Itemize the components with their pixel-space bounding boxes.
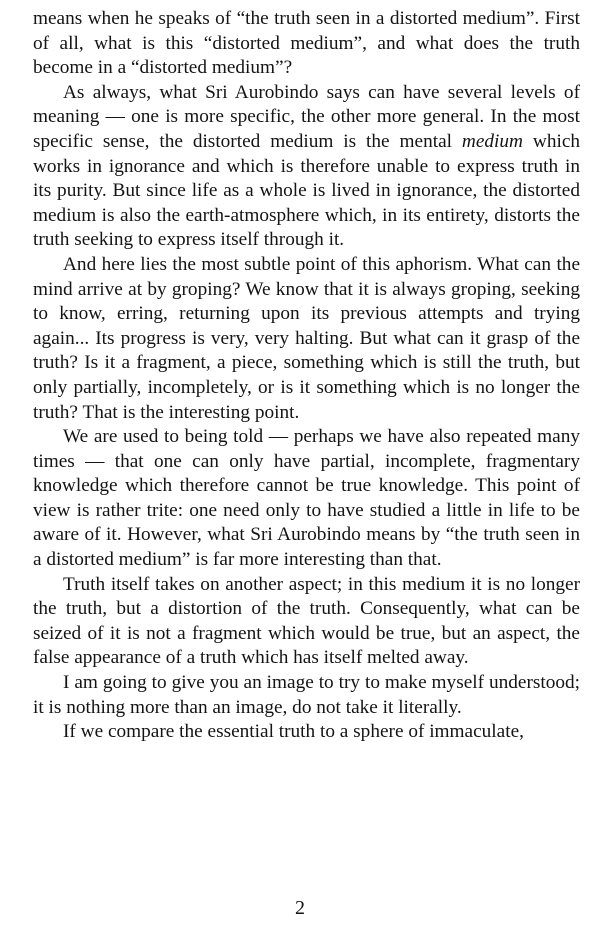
paragraph-sentence: In the most specific sense, the distorted medium is the mental — [33, 106, 580, 152]
paragraph: I am going to give you an image to try to make myself understood; it is nothing more than an image, do not take it literally. — [33, 672, 580, 718]
paragraph-sentence: which works in ignorance and which is therefore unable to express truth in its purity. But since life as a whole is lived in ignorance, the distorted medium is also the earth-atmosphere which, in its entirety, distorts the truth seeking to express itself through it. — [33, 130, 581, 251]
paragraph: Truth itself takes on another aspect; in this medium it is no longer the truth, but a distortion of the truth. Consequently, what can be seized of it is not a fragment which would be true, but an aspect, the false appearance of a truth which has itself melted away. — [33, 573, 580, 669]
paragraph: If we compare the essential truth to a sphere of immaculate, — [63, 721, 524, 743]
italic-word: medium — [461, 130, 523, 152]
paragraph: And here lies the most subtle point of this aphorism. What can the mind arrive at by groping? We know that it is always groping, seeking to know, erring, returning upon its previous attempts and trying again... Its progress is very, very halting. But what can it grasp of the truth? Is it a fragment, a piece, something which is still the truth, but only partially, incompletely, or is it something which is no longer the truth? That is the interesting point. — [33, 253, 580, 423]
paragraph — [33, 81, 580, 253]
paragraph: We are used to being told — perhaps we have also repeated many times — that one can only have partial, incomplete, fragmentary knowledge which therefore cannot be true knowledge. This point of view is rather trite: one need only to have studied a little in life to be aware of it. However, what Sri Aurobindo means by “the truth seen in a distorted medium” is far more interesting than that. — [33, 426, 580, 571]
paragraph-continued: means when he speaks of “the truth seen in a distorted medium”. First of all, what is this “distorted medium”, and what does the truth become in a “distorted medium”? — [33, 8, 580, 79]
body-text — [33, 7, 580, 745]
paragraph-sentence: As always, what Sri Aurobindo says can have several levels of meaning — one is more specific, the other more general. — [33, 81, 580, 128]
page-number: 2 — [295, 897, 305, 919]
